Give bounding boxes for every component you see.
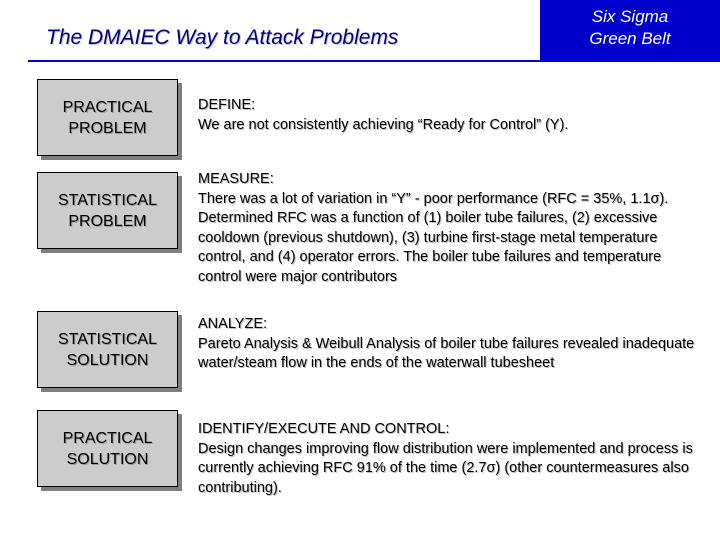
badge-line-2: Green Belt xyxy=(589,29,671,48)
stage-label: PRACTICAL PROBLEM xyxy=(62,98,153,137)
stage-heading: MEASURE: xyxy=(198,171,274,187)
badge-line-1: Six Sigma xyxy=(591,7,669,26)
six-sigma-badge xyxy=(540,0,720,61)
stage-body: Pareto Analysis & Weibull Analysis of boiler tube failures revealed inadequate water/steam flow in the ends of the waterwall tubesheet xyxy=(198,335,695,371)
stage-body: Design changes improving flow distribution were implemented and process is currently achieving RFC 91% of the time (2.7σ) (other countermeasures also contributing). xyxy=(198,440,693,496)
stage-description-define xyxy=(198,96,708,135)
stage-description-control xyxy=(198,420,708,498)
stage-description-measure xyxy=(198,170,708,287)
stage-body: We are not consistently achieving “Ready for Control” (Y). xyxy=(198,116,569,133)
stage-label: PRACTICAL SOLUTION xyxy=(62,429,153,468)
header-divider xyxy=(28,60,720,62)
slide-title: The DMAIEC Way to Attack Problems xyxy=(46,26,399,49)
stage-body: There was a lot of variation in “Y” - poor performance (RFC = 35%, 1.1σ). Determined RFC was a function of (1) boiler tube failures, (2) excessive cooldown (previous shutdown), (3) turbine first-stage metal temperature control, and (4) operator errors. The boiler tube failures and temperature control were major contributors xyxy=(198,190,669,285)
stage-box-statistical-solution xyxy=(37,311,178,388)
stage-heading: DEFINE: xyxy=(198,97,256,113)
stage-box-practical-solution xyxy=(37,410,178,487)
stage-heading: ANALYZE: xyxy=(198,316,268,332)
stage-box-practical-problem xyxy=(37,79,178,156)
stage-label: STATISTICAL SOLUTION xyxy=(58,330,157,369)
stage-heading: IDENTIFY/EXECUTE AND CONTROL: xyxy=(198,421,450,437)
stage-description-analyze xyxy=(198,315,708,374)
stage-box-statistical-problem xyxy=(37,172,178,249)
stage-label: STATISTICAL PROBLEM xyxy=(58,191,157,230)
